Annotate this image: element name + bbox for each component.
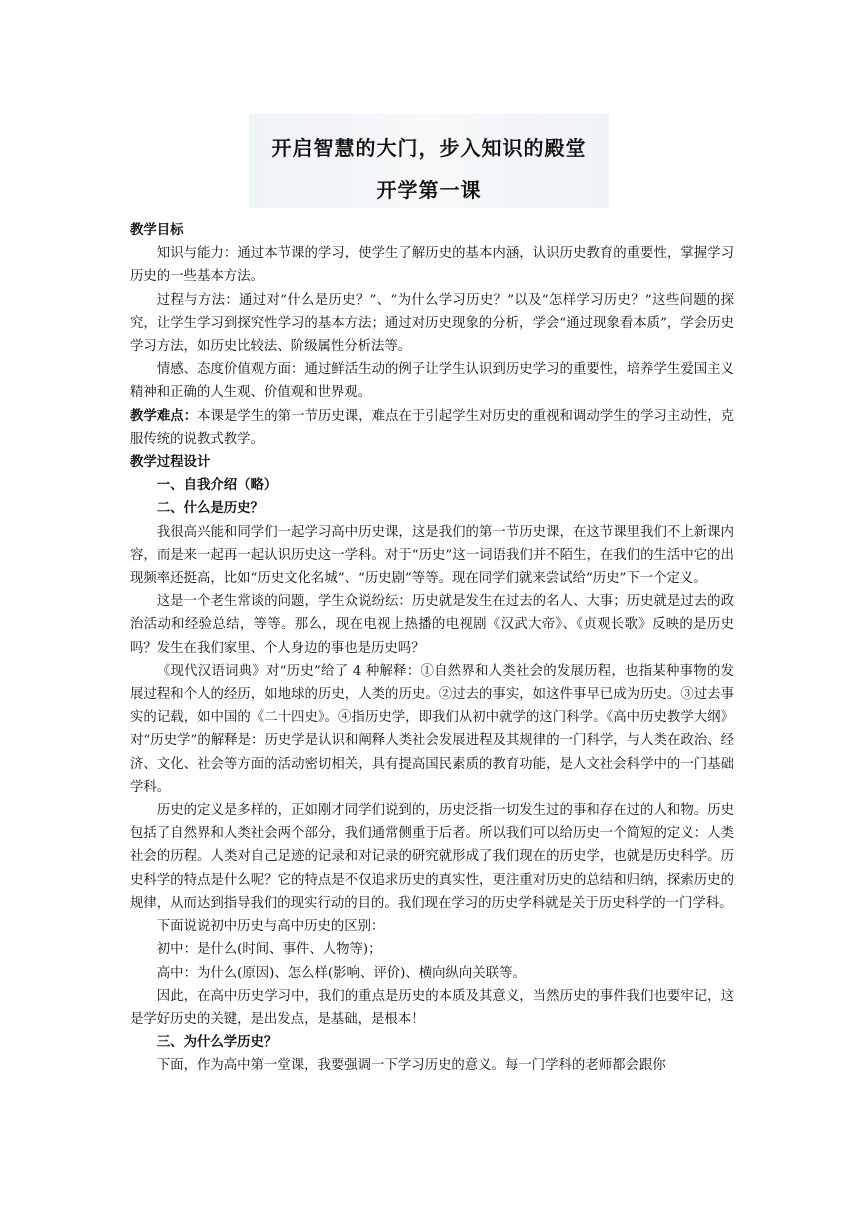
header-banner-image — [249, 114, 609, 208]
step1-heading: 一、自我介绍（略） — [156, 477, 278, 494]
body-paragraph: 历史的定义是多样的，正如刚才同学们说到的，历史泛指一切发生过的事和存在过的人和物。历史包括了自然界和人类社会两个部分，我们通常侧重于后者。所以我们可以给历史一个简短的定义：人类社会的历程。人类对自己足迹的记录和对记录的研究就形成了我们现在的历史学，也就是历史科学。历史科学的特点是什么呢？它的特点是不仅追求历史的真实性，更注重对历史的总结和归纳，探索历史的规律，从而达到指导我们的现实行动的目的。我们现在学习的历史学科就是关于历史科学的一门学科。 — [130, 803, 734, 911]
difficulty-label: 教学难点： — [130, 407, 198, 424]
goal-emotion-paragraph: 情感、态度价值观方面：通过鲜活生动的例子让学生认识到历史学习的重要性，培养学生爱国主义精神和正确的人生观、价值观和世界观。 — [130, 362, 734, 401]
goal-process-paragraph: 过程与方法：通过对“什么是历史？”、“为什么学习历史？”以及“怎样学习历史？”这些问题的探究，让学生学习到探究性学习的基本方法；通过对历史现象的分析，学会“通过现象看本质”，学会历史学习方法，如历史比较法、阶级属性分析法等。 — [130, 292, 734, 355]
process-heading: 教学过程设计 — [130, 454, 211, 471]
body-paragraph: 这是一个老生常谈的问题，学生众说纷纭：历史就是发生在过去的名人、大事；历史就是过去的政治活动和经验总结，等等。那么，现在电视上热播的电视剧《汉武大帝》、《贞观长歌》反映的是历史吗？发生在我们家里、个人身边的事也是历史吗？ — [130, 594, 734, 656]
step2-heading: 二、什么是历史？ — [156, 500, 264, 517]
body-paragraph: 《现代汉语词典》对“历史”给了 4 种解释：①自然界和人类社会的发展历程，也指某种事物的发展过程和个人的经历，如地球的历史，人类的历史。②过去的事实，如这件事早已成为历史。③过去事实的记载，如中国的《二十四史》。④指历史学，即我们从初中就学的这门科学。《高中历史教学大纲》对“历史学”的解释是：历史学是认识和阐释人类社会发展进程及其规律的一门科学，与人类在政治、经济、文化、社会等方面的活动密切相关，具有提高国民素质的教育功能，是人文社会科学中的一门基础学科。 — [130, 663, 734, 795]
difficulty-text: 本课是学生的第一节历史课，难点在于引起学生对历史的重视和调动学生的学习主动性，克服传统的说教式教学。 — [130, 408, 735, 447]
difficulty-paragraph — [130, 405, 734, 451]
body-paragraph: 因此，在高中历史学习中，我们的重点是历史的本质及其意义，当然历史的事件我们也要牢记，这是学好历史的关键，是出发点，是基础，是根本！ — [130, 988, 734, 1027]
body-paragraph: 下面说说初中历史与高中历史的区别： — [156, 919, 385, 935]
goals-heading: 教学目标 — [130, 222, 184, 238]
body-paragraph: 下面，作为高中第一堂课，我要强调一下学习历史的意义。每一门学科的老师都会跟你 — [156, 1058, 666, 1074]
goal-knowledge-paragraph: 知识与能力：通过本节课的学习，使学生了解历史的基本内涵，认识历史教育的重要性，掌握学习历史的一些基本方法。 — [130, 246, 734, 285]
body-paragraph: 初中：是什么(时间、事件、人物等)； — [156, 942, 382, 958]
body-paragraph: 我很高兴能和同学们一起学习高中历史课，这是我们的第一节历史课，在这节课里我们不上新课内容，而是来一起再一起认识历史这一学科。对于“历史”这一词语我们并不陌生，在我们的生活中它的出现频率还挺高，比如“历史文化名城”、“历史剧”等等。现在同学们就来尝试给“历史”下一个定义。 — [130, 524, 734, 587]
document-body — [130, 219, 734, 1078]
banner-title: 开启智慧的大门，步入知识的殿堂 — [271, 136, 587, 160]
body-paragraph: 高中：为什么(原因)、怎么样(影响、评价)、横向纵向关联等。 — [156, 965, 526, 981]
banner-subtitle: 开学第一课 — [376, 178, 482, 202]
step3-heading: 三、为什么学历史？ — [156, 1034, 278, 1051]
